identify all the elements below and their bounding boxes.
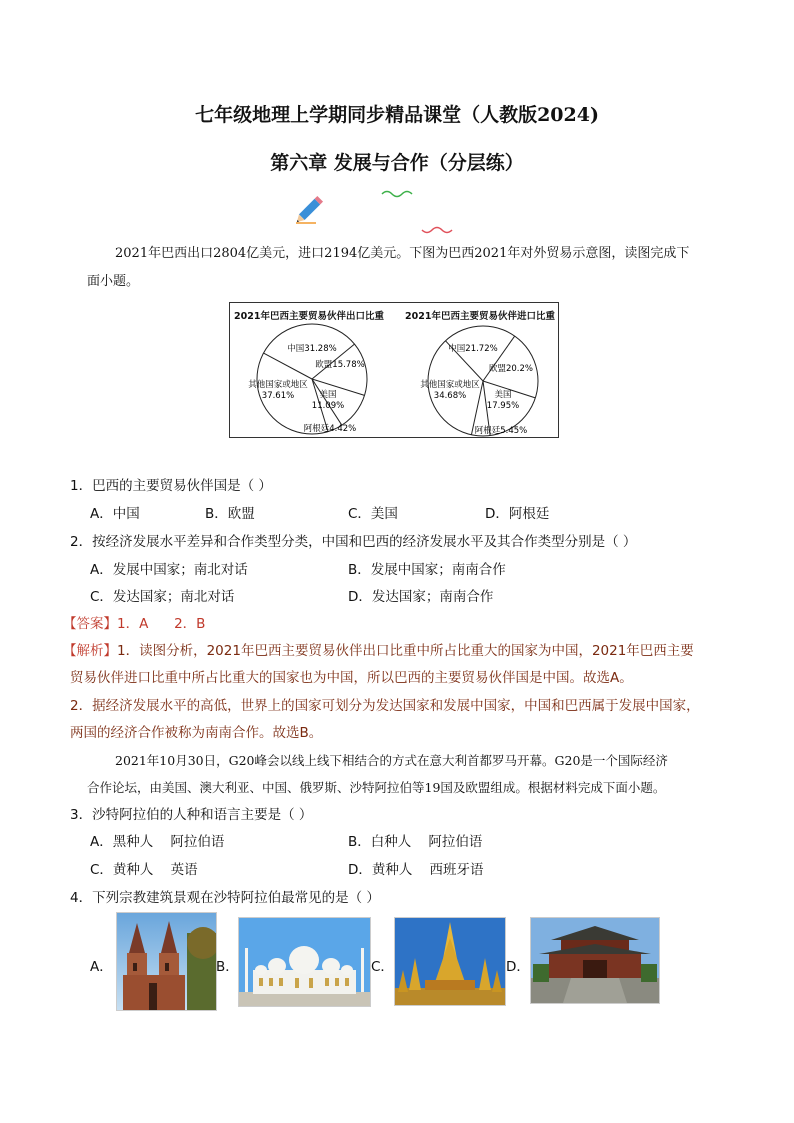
pie-slice-label: 欧盟20.2% — [488, 364, 534, 374]
page-title: 七年级地理上学期同步精品课堂（人教版2024) — [195, 104, 599, 126]
church-photo[interactable] — [116, 912, 217, 1011]
temple-photo[interactable] — [530, 917, 660, 1004]
intro-paragraph-line: 2021年10月30日，G20峰会以线上线下相结合的方式在意大利首都罗马开幕。G20是一个国际经济 — [115, 753, 668, 768]
wave-decoration — [380, 188, 420, 198]
q4-option-b-label[interactable]: B． — [216, 959, 239, 975]
intro-paragraph-line: 合作论坛，由美国、澳大利亚、中国、俄罗斯、沙特阿拉伯等19国及欧盟组成。根据材料完成下面小题。 — [87, 780, 666, 795]
intro-paragraph-line: 面小题。 — [87, 274, 140, 289]
q1-option-a[interactable]: A．中国 — [90, 506, 140, 522]
analysis-line: 2．据经济发展水平的高低，世界上的国家可划分为发达国家和发展中国家，中国和巴西属于发展中国家， — [70, 698, 700, 714]
pie-slice-label: 欧盟15.78% — [315, 360, 365, 370]
import-chart-title: 2021年巴西主要贸易伙伴进口比重 — [405, 311, 555, 322]
pencil-icon — [294, 190, 328, 226]
pie-slice-label: 其他国家或地区 34.68% — [420, 380, 480, 401]
q3-option-a[interactable]: A．黑种人 阿拉伯语 — [90, 834, 225, 850]
wave-decoration — [420, 226, 460, 236]
q2-option-a[interactable]: A．发展中国家；南北对话 — [90, 562, 248, 578]
pie-chart-canvas — [230, 303, 558, 437]
pie-slice-label: 美国 11.09% — [311, 390, 345, 411]
q1-option-d[interactable]: D．阿根廷 — [485, 506, 550, 522]
badge-ce: 测 — [470, 207, 488, 227]
mosque-photo[interactable] — [238, 917, 371, 1007]
analysis-tag: 【解析】 — [63, 643, 117, 659]
badge-chu: 础 — [390, 207, 408, 227]
question-1-stem: 1．巴西的主要贸易伙伴国是（ ） — [70, 478, 272, 494]
intro-paragraph-line: 2021年巴西出口2804亿美元，进口2194亿美元。下图为巴西2021年对外贸易示意图，读图完成下 — [115, 246, 690, 261]
pie-slice-label: 阿根廷4.42% — [303, 424, 357, 434]
q3-option-d[interactable]: D．黄种人 西班牙语 — [348, 862, 484, 878]
answer-tag: 【答案】 — [63, 616, 117, 632]
pie-slice-label: 其他国家或地区 37.61% — [248, 380, 308, 401]
analysis-line: 两国的经济合作被称为南南合作。故选B。 — [70, 725, 323, 741]
q4-option-a-label[interactable]: A． — [90, 959, 113, 975]
trade-pie-charts — [229, 302, 559, 438]
q2-option-c[interactable]: C．发达国家；南北对话 — [90, 589, 235, 605]
q4-option-c-label[interactable]: C． — [371, 959, 394, 975]
q2-option-d[interactable]: D．发达国家；南南合作 — [348, 589, 494, 605]
badge-ji: 基 — [350, 197, 368, 217]
q2-option-b[interactable]: B．发展中国家；南南合作 — [348, 562, 506, 578]
question-4-stem: 4．下列宗教建筑景观在沙特阿拉伯最常见的是（ ） — [70, 890, 380, 906]
chapter-subtitle: 第六章 发展与合作（分层练） — [270, 152, 524, 174]
q1-option-c[interactable]: C．美国 — [348, 506, 398, 522]
pie-slice-label: 阿根廷5.45% — [474, 426, 528, 436]
pie-slice-label: 美国 17.95% — [486, 390, 520, 411]
analysis-line: 贸易伙伴进口比重中所占比重大的国家也为中国，所以巴西的主要贸易伙伴国是中国。故选A。 — [70, 670, 633, 686]
q4-option-d-label[interactable]: D． — [506, 959, 530, 975]
export-chart-title: 2021年巴西主要贸易伙伴出口比重 — [234, 311, 384, 322]
question-2-stem: 2．按经济发展水平差异和合作类型分类，中国和巴西的经济发展水平及其合作类型分别是（ ） — [70, 534, 637, 550]
q3-option-b[interactable]: B．白种人 阿拉伯语 — [348, 834, 483, 850]
answer-text: 1．A 2．B — [117, 616, 206, 632]
pagoda-photo[interactable] — [394, 917, 506, 1006]
analysis-line: 【解析】1．读图分析，2021年巴西主要贸易伙伴出口比重中所占比重大的国家为中国，2021年巴西主要 — [63, 643, 694, 659]
pie-slice-label: 中国31.28% — [287, 344, 337, 354]
badge-jian: 检 — [430, 197, 448, 217]
pie-slice-label: 中国21.72% — [448, 344, 498, 354]
q3-option-c[interactable]: C．黄种人 英语 — [90, 862, 198, 878]
q1-option-b[interactable]: B．欧盟 — [205, 506, 255, 522]
answer-line — [63, 612, 205, 632]
question-3-stem: 3．沙特阿拉伯的人种和语言主要是（ ） — [70, 807, 313, 823]
